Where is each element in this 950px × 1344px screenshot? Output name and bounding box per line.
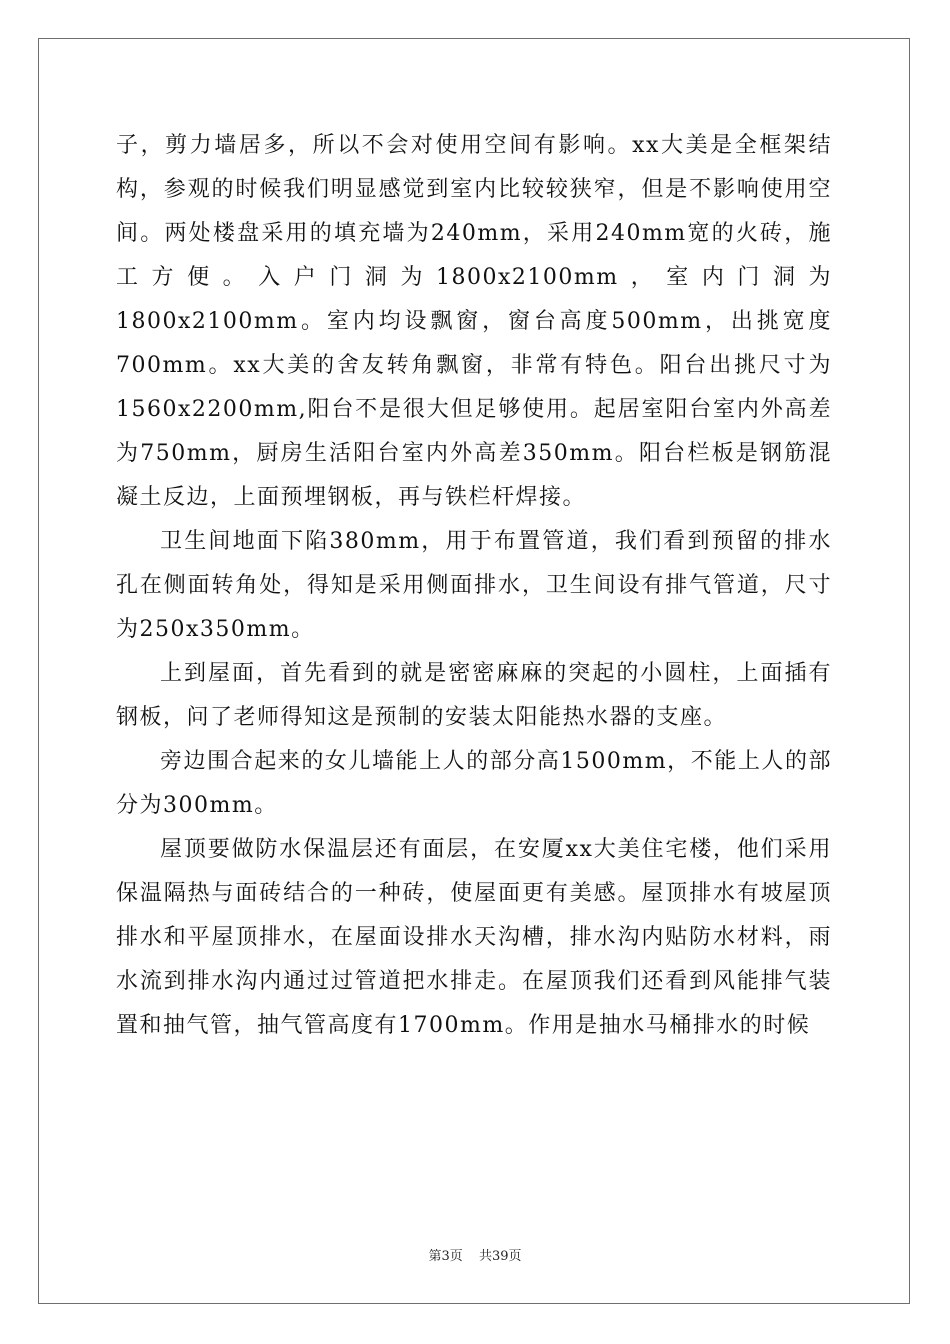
- paragraph-3: 上到屋面，首先看到的就是密密麻麻的突起的小圆柱，上面插有钢板，问了老师得知这是预制的安装太阳能热水器的支座。: [116, 661, 832, 730]
- paragraph-2: 卫生间地面下陷380mm，用于布置管道，我们看到预留的排水孔在侧面转角处，得知是采用侧面排水，卫生间设有排气管道，尺寸为250x350mm。: [116, 529, 832, 642]
- document-body: [116, 124, 832, 1048]
- page-footer: [0, 1245, 950, 1264]
- paragraph-4: 旁边围合起来的女儿墙能上人的部分高1500mm，不能上人的部分为300mm。: [116, 749, 832, 818]
- page-number: 第3页: [428, 1249, 463, 1264]
- paragraph-1: 子，剪力墙居多，所以不会对使用空间有影响。xx大美是全框架结构，参观的时候我们明显感觉到室内比较较狭窄，但是不影响使用空间。两处楼盘采用的填充墙为240mm，采用240mm宽的火砖，施工方便。入户门洞为1800x2100mm，室内门洞为1800x2100mm。室内均设飘窗，窗台高度500mm，出挑宽度700mm。xx大美的舍友转角飘窗，非常有特色。阳台出挑尺寸为1560x2200mm,阳台不是很大但足够使用。起居室阳台室内外高差为750mm，厨房生活阳台室内外高差350mm。阳台栏板是钢筋混凝土反边，上面预埋钢板，再与铁栏杆焊接。: [116, 133, 832, 510]
- page-total: 共39页: [478, 1249, 522, 1264]
- paragraph-5: 屋顶要做防水保温层还有面层，在安厦xx大美住宅楼，他们采用保温隔热与面砖结合的一种砖，使屋面更有美感。屋顶排水有坡屋顶排水和平屋顶排水，在屋面设排水天沟槽，排水沟内贴防水材料，雨水流到排水沟内通过过管道把水排走。在屋顶我们还看到风能排气装置和抽气管，抽气管高度有1700mm。作用是抽水马桶排水的时候: [116, 837, 832, 1038]
